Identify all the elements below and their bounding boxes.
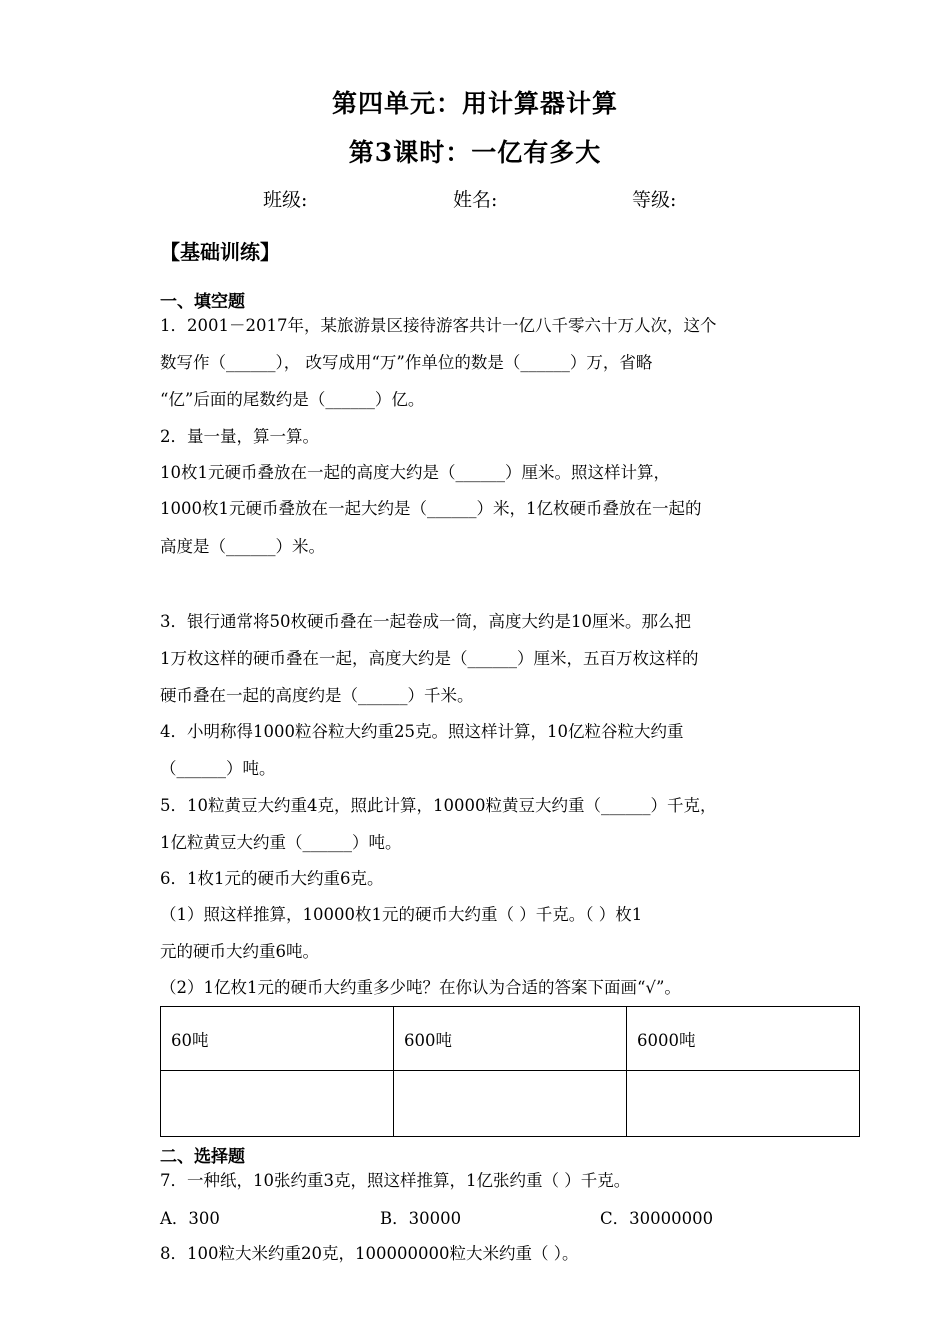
question-line: 高度是（______）米。	[160, 537, 325, 556]
answer-table	[160, 1006, 860, 1137]
part1-heading: 一、填空题	[160, 292, 245, 312]
part2-heading: 二、选择题	[160, 1147, 245, 1167]
question-line: 元的硬币大约重6吨。	[160, 942, 319, 961]
q7-option-a: A．300	[160, 1209, 220, 1228]
question-line: 硬币叠在一起的高度约是（______）千米。	[160, 686, 474, 705]
answer-cell-60[interactable]	[161, 1071, 394, 1137]
question-line: （1）照这样推算，10000枚1元的硬币大约重（ ）千克。（ ）枚1	[160, 905, 643, 924]
page-title: 第四单元：用计算器计算	[331, 89, 618, 118]
question-line: （2）1亿枚1元的硬币大约重多少吨？在你认为合适的答案下面画“√”。	[160, 978, 681, 997]
class-label: 班级:	[263, 189, 308, 211]
question-line: “亿”后面的尾数约是（______）亿。	[160, 390, 425, 409]
question-7: 7．一种纸，10张约重3克，照这样推算，1亿张约重（ ）千克。	[160, 1171, 631, 1190]
answer-cell-600[interactable]	[394, 1071, 627, 1137]
q7-option-c: C．30000000	[600, 1209, 714, 1228]
question-line: 10枚1元硬币叠放在一起的高度大约是（______）厘米。照这样计算，	[160, 463, 670, 482]
question-8: 8．100粒大米约重20克，100000000粒大米约重（ ）。	[160, 1244, 579, 1263]
option-6000-ton: 6000吨	[627, 1007, 860, 1071]
section-basic-heading: 【基础训练】	[160, 240, 280, 264]
question-line: 1．2001－2017年，某旅游景区接待游客共计一亿八千零六十万人次，这个	[160, 316, 717, 335]
question-line: 2．量一量，算一算。	[160, 427, 319, 446]
name-label: 姓名:	[453, 189, 498, 211]
question-line: （______）吨。	[160, 759, 276, 778]
question-line: 6．1枚1元的硬币大约重6克。	[160, 869, 384, 888]
grade-label: 等级:	[632, 189, 677, 211]
question-line: 4．小明称得1000粒谷粒大约重25克。照这样计算，10亿粒谷粒大约重	[160, 722, 684, 741]
question-line: 数写作（______）， 改写成用“万”作单位的数是（______）万，省略	[160, 353, 653, 372]
answer-cell-6000[interactable]	[627, 1071, 860, 1137]
question-line: 5．10粒黄豆大约重4克，照此计算，10000粒黄豆大约重（______）千克，	[160, 796, 717, 815]
option-600-ton: 600吨	[394, 1007, 627, 1071]
lesson-title: 第3课时：一亿有多大	[348, 138, 602, 167]
question-line: 1000枚1元硬币叠放在一起大约是（______）米，1亿枚硬币叠放在一起的	[160, 499, 702, 518]
option-60-ton: 60吨	[161, 1007, 394, 1071]
question-line: 3．银行通常将50枚硬币叠在一起卷成一筒，高度大约是10厘米。那么把	[160, 612, 691, 631]
question-line: 1亿粒黄豆大约重（______）吨。	[160, 833, 402, 852]
q7-option-b: B．30000	[380, 1209, 462, 1228]
question-line: 1万枚这样的硬币叠在一起，高度大约是（______）厘米，五百万枚这样的	[160, 649, 699, 668]
